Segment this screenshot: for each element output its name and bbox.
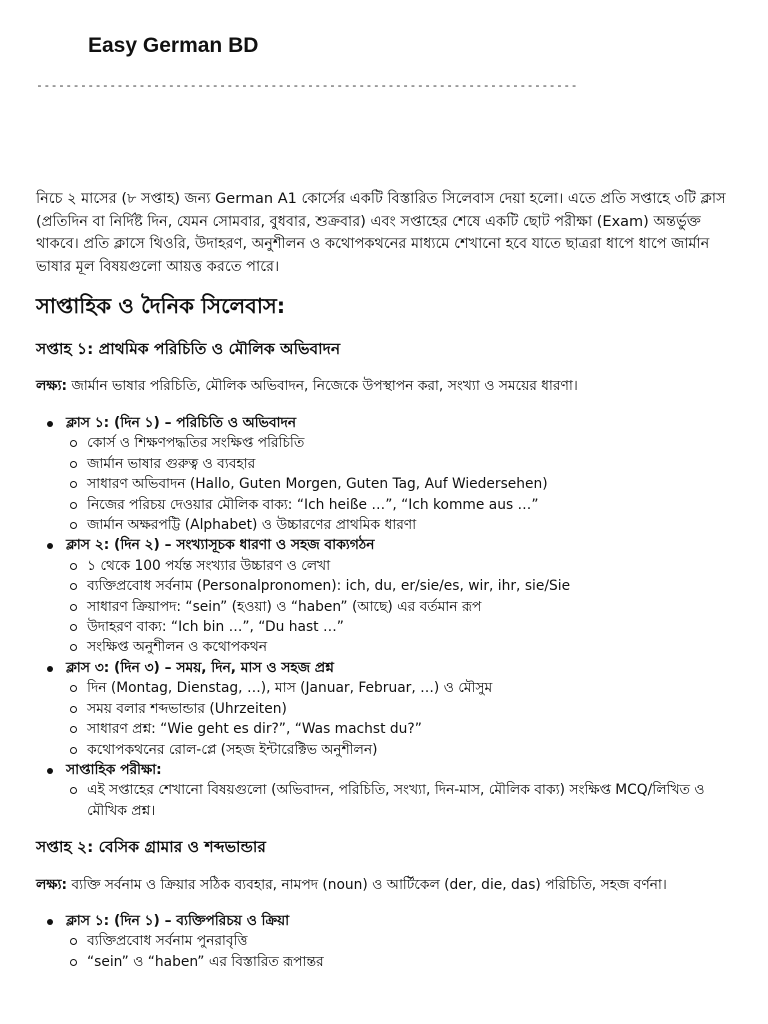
- week-1-heading: সপ্তাহ ১: প্রাথমিক পরিচিতি ও মৌলিক অভিবাদন: [36, 340, 341, 358]
- topic-list: [66, 556, 740, 658]
- topic-item: এই সপ্তাহের শেখানো বিষয়গুলো (অভিবাদন, পরিচিতি, সংখ্যা, দিন-মাস, মৌলিক বাক্য) সংক্ষিপ্ত MCQ/লিখিত ও মৌখিক প্রশ্ন।: [66, 780, 740, 821]
- class-title: ক্লাস ৩: (দিন ৩) – সময়, দিন, মাস ও সহজ প্রশ্ন: [66, 659, 334, 676]
- goal-label: লক্ষ্য:: [36, 877, 67, 893]
- topic-item: জার্মান ভাষার গুরুত্ব ও ব্যবহার: [66, 454, 740, 474]
- topic-item: নিজের পরিচয় দেওয়ার মৌলিক বাক্য: “Ich heiße …”, “Ich komme aus …”: [66, 495, 740, 515]
- topic-item: সাধারণ প্রশ্ন: “Wie geht es dir?”, “Was machst du?”: [66, 719, 740, 739]
- topic-list: [66, 931, 740, 972]
- class-title: ক্লাস ২: (দিন ২) – সংখ্যাসূচক ধারণা ও সহজ বাক্যগঠন: [66, 537, 375, 554]
- topic-item: ব্যক্তিপ্রবোধ সর্বনাম (Personalpronomen): ich, du, er/sie/es, wir, ihr, sie/Sie: [66, 576, 740, 596]
- week-2-class-list: [0, 911, 740, 972]
- class-item: [0, 413, 740, 535]
- class-title: ক্লাস ১: (দিন ১) – পরিচিতি ও অভিবাদন: [66, 415, 296, 431]
- topic-item: উদাহরণ বাক্য: “Ich bin …”, “Du hast …”: [66, 617, 740, 637]
- week-1-goal: [36, 376, 736, 396]
- topic-list: [66, 678, 740, 760]
- topic-item: দিন (Montag, Dienstag, …), মাস (Januar, Februar, …) ও মৌসুম: [66, 678, 740, 698]
- class-item: [0, 911, 740, 972]
- dashed-divider: --------------------------------------------------------------------------: [36, 78, 578, 92]
- week-1-class-list: [0, 413, 740, 821]
- goal-text: ব্যক্তি সর্বনাম ও ক্রিয়ার সঠিক ব্যবহার, নামপদ (noun) ও আর্টিকেল (der, die, das) পরিচিতি, সহজ বর্ণনা।: [66, 877, 667, 893]
- topic-item: “sein” ও “haben” এর বিস্তারিত রূপান্তর: [66, 952, 740, 972]
- topic-item: সংক্ষিপ্ত অনুশীলন ও কথোপকথন: [66, 637, 740, 657]
- topic-item: কথোপকথনের রোল-প্লে (সহজ ইন্টারেক্টিভ অনুশীলন): [66, 740, 740, 760]
- goal-text: জার্মান ভাষার পরিচিতি, মৌলিক অভিবাদন, নিজেকে উপস্থাপন করা, সংখ্যা ও সময়ের ধারণা।: [66, 378, 578, 394]
- class-title: ক্লাস ১: (দিন ১) – ব্যক্তিপরিচয় ও ক্রিয়া: [66, 913, 290, 929]
- topic-item: সাধারণ ক্রিয়াপদ: “sein” (হওয়া) ও “haben” (আছে) এর বর্তমান রূপ: [66, 597, 740, 617]
- topic-list: [66, 780, 740, 821]
- syllabus-heading: সাপ্তাহিক ও দৈনিক সিলেবাস:: [36, 294, 286, 318]
- topic-item: ১ থেকে 100 পর্যন্ত সংখ্যার উচ্চারণ ও লেখা: [66, 556, 740, 576]
- document-title: Easy German BD: [88, 34, 259, 57]
- topic-item: ব্যক্তিপ্রবোধ সর্বনাম পুনরাবৃত্তি: [66, 931, 740, 951]
- class-item: [0, 760, 740, 821]
- week-2-goal: [36, 875, 736, 895]
- exam-title: সাপ্তাহিক পরীক্ষা:: [66, 761, 162, 778]
- week-2-heading: সপ্তাহ ২: বেসিক গ্রামার ও শব্দভান্ডার: [36, 838, 266, 856]
- topic-item: কোর্স ও শিক্ষণপদ্ধতির সংক্ষিপ্ত পরিচিতি: [66, 433, 740, 453]
- topic-item: জার্মান অক্ষরপট্টি (Alphabet) ও উচ্চারণের প্রাথমিক ধারণা: [66, 515, 740, 535]
- topic-item: সময় বলার শব্দভান্ডার (Uhrzeiten): [66, 699, 740, 719]
- topic-list: [66, 433, 740, 535]
- topic-item: সাধারণ অভিবাদন (Hallo, Guten Morgen, Guten Tag, Auf Wiedersehen): [66, 474, 740, 494]
- class-item: [0, 535, 740, 657]
- intro-paragraph: নিচে ২ মাসের (৮ সপ্তাহ) জন্য German A1 কোর্সের একটি বিস্তারিত সিলেবাস দেয়া হলো। এতে প্রতি সপ্তাহে ৩টি ক্লাস (প্রতিদিন বা নির্দিষ্ট দিন, যেমন সোমবার, বুধবার, শুক্রবার) এবং সপ্তাহের শেষে একটি ছোট পরীক্ষা (Exam) অন্তর্ভুক্ত থাকবে। প্রতি ক্লাসে থিওরি, উদাহরণ, অনুশীলন ও কথোপকথনের মাধ্যমে শেখানো হবে যাতে ছাত্ররা ধাপে ধাপে জার্মান ভাষার মূল বিষয়গুলো আয়ত্ত করতে পারে।: [36, 191, 726, 275]
- class-item: [0, 658, 740, 760]
- goal-label: লক্ষ্য:: [36, 378, 67, 394]
